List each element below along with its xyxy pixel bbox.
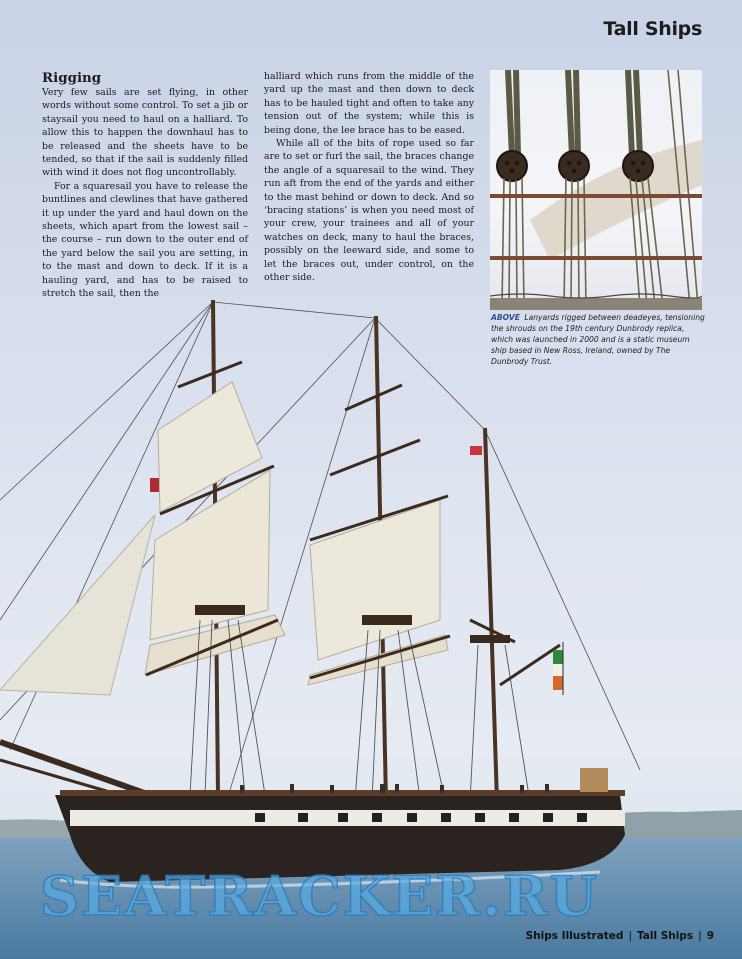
- deadeye-rigging-photo: [490, 70, 702, 310]
- article-column-1: [42, 70, 248, 301]
- watermark: SEATRACKER.RU: [40, 864, 599, 928]
- article-paragraph: halliard which runs from the middle of the yard up the mast and then down to deck has to be hauled tight and often to take any tension out of the system; while this is being done, the lee brace has to be eased.: [264, 71, 474, 136]
- page-footer: Ships Illustrated | Tall Ships | 9: [525, 930, 714, 942]
- caption-text: Lanyards rigged between deadeyes, tensioning the shrouds on the 19th century Dunbrody replica, which was launched in 2000 and is a static museum ship based in New Ross, Ireland, owned by The Dunbrody Trust.: [491, 313, 705, 366]
- article-column-2: [264, 70, 474, 285]
- article-paragraph: For a squaresail you have to release the buntlines and clewlines that have gathered it up under the yard and haul down on the sheets, which apart from the lowest sail – the course – run down to the outer end of the yard below the sail you are setting, in to the mast and down to deck. If it is a hauling yard, and has to be raised to stretch the sail, then the: [42, 180, 248, 300]
- footer-section: Tall Ships: [636, 930, 694, 942]
- article-heading: Rigging: [42, 70, 102, 86]
- tall-ship-photo: [0, 290, 742, 959]
- article-paragraph: Very few sails are set flying, in other words without some control. To set a jib or staysail you need to haul on a halliard. To allow this to happen the downhaul has to be released and the sheets have to be tended, so that if the sail is suddenly filled with wind it does not flog uncontrollably.: [42, 87, 248, 179]
- article-paragraph: While all of the bits of rope used so far are to set or furl the sail, the braces change the angle of a squaresail to the wind. They run aft from the end of the yards and either to the mast behind or down to deck. And so ‘bracing stations’ is when you need most of your crew, your trainees and all of your watches on deck, many to haul the braces, possibly on the leeward side, and some to let the braces out, under control, on the other side.: [264, 138, 474, 284]
- footer-publication: Ships Illustrated: [525, 930, 624, 942]
- section-title: Tall Ships: [603, 18, 702, 40]
- page-number: 9: [706, 930, 714, 942]
- caption-lead: ABOVE: [491, 313, 520, 322]
